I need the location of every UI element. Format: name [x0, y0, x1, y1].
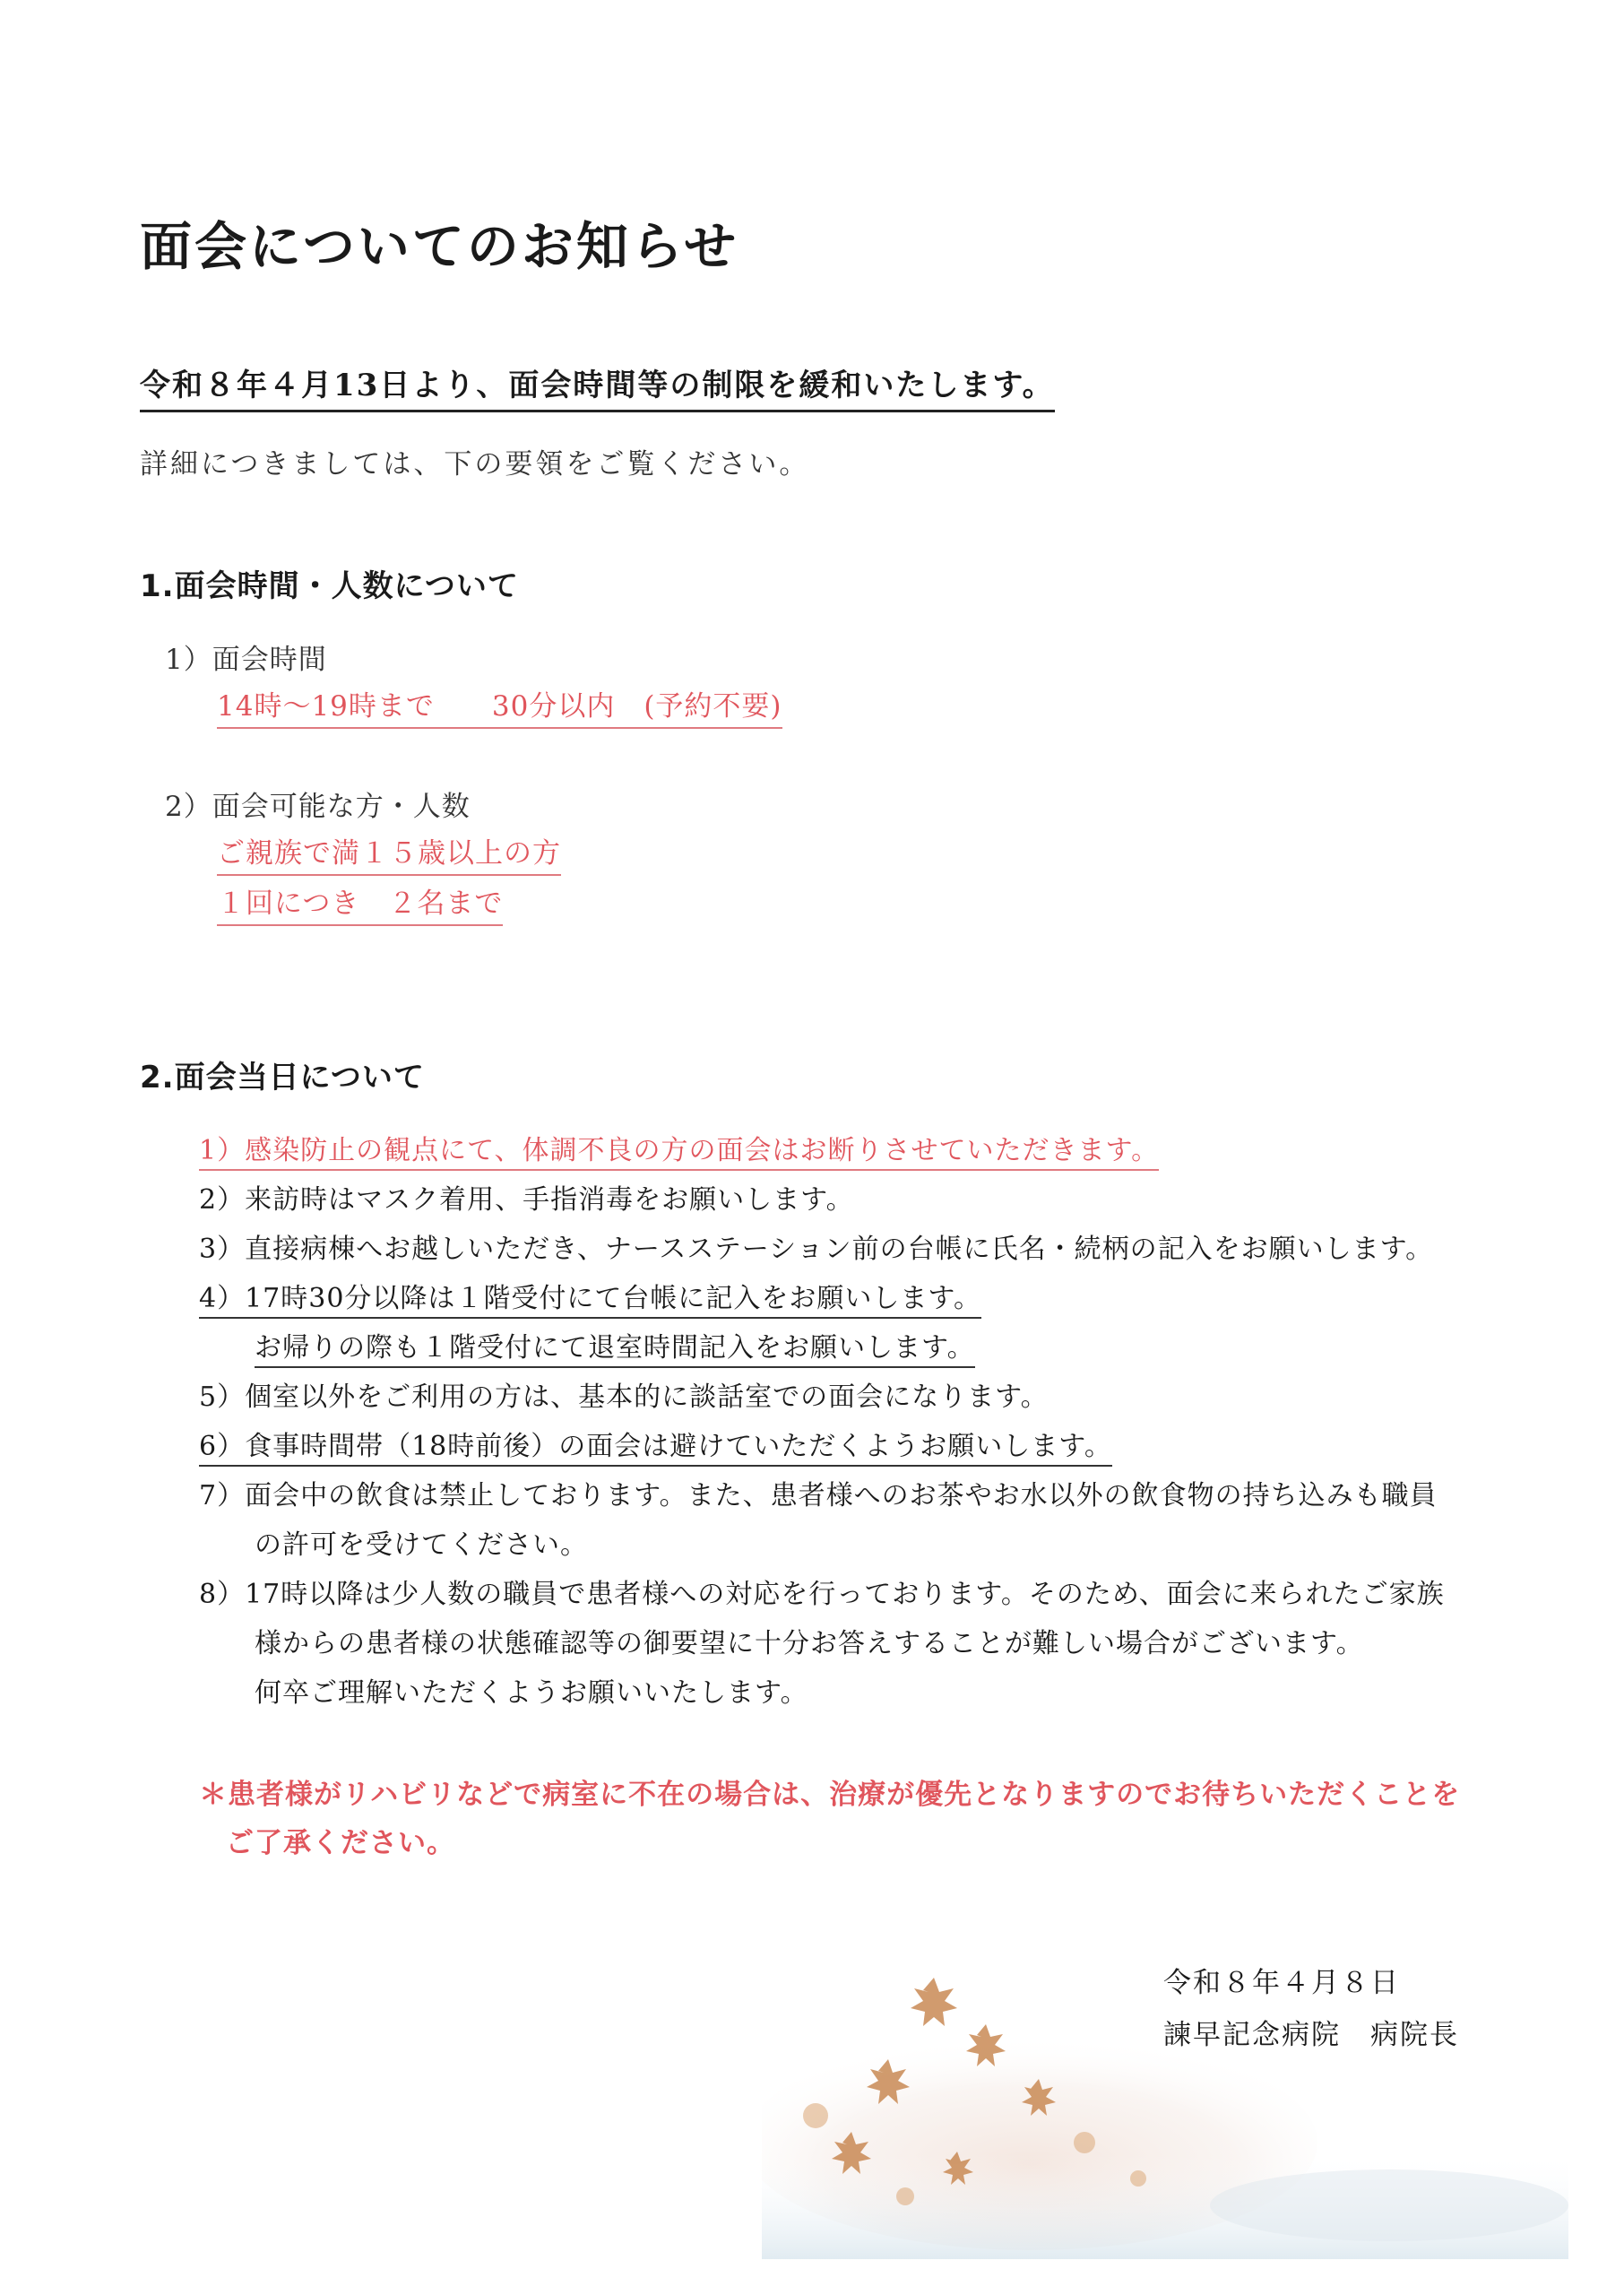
- rule-item: [199, 1128, 1159, 1167]
- rule-item: 2）来訪時はマスク着用、手指消毒をお願いします。: [199, 1184, 854, 1216]
- rule-item-continued: [255, 1325, 975, 1364]
- rule-item-text: 6）食事時間帯（18時前後）の面会は避けていただくようお願いします。: [199, 1431, 1112, 1467]
- issuer: 諫早記念病院 病院長: [1163, 2019, 1459, 2051]
- rule-item-continued: 何卒ご理解いただくようお願いいたします。: [255, 1677, 808, 1709]
- rule-item-text: お帰りの際も１階受付にて退室時間記入をお願いします。: [255, 1332, 975, 1368]
- rule-item-text: 1）感染防止の観点にて、体調不良の方の面会はお断りさせていただきます。: [199, 1135, 1159, 1171]
- page-title: 面会についてのお知らせ: [140, 216, 739, 277]
- rule-item: [199, 1424, 1112, 1463]
- notice-headline: 令和８年４月13日より、面会時間等の制限を緩和いたします。: [140, 360, 1055, 412]
- section1-sub2-label: 2）面会可能な方・人数: [165, 791, 471, 823]
- absence-note: ＊患者様がリハビリなどで病室に不在の場合は、治療が優先となりますのでお待ちいただくことを: [199, 1779, 1461, 1811]
- visitor-count: １回につき ２名まで: [217, 880, 503, 926]
- section1-heading: 1.面会時間・人数について: [140, 568, 519, 604]
- rule-item: [199, 1276, 981, 1315]
- section1-sub1-label: 1）面会時間: [165, 644, 327, 676]
- rule-item: 8）17時以降は少人数の職員で患者様への対応を行っております。そのため、面会に来られたご家族: [199, 1579, 1445, 1610]
- details-text: 詳細につきましては、下の要領をご覧ください。: [140, 448, 810, 481]
- absence-note-continued: ご了承ください。: [226, 1827, 455, 1859]
- issue-date: 令和８年４月８日: [1163, 1967, 1400, 1999]
- rule-item-continued: 様からの患者様の状態確認等の御要望に十分お答えすることが難しい場合がございます。: [255, 1628, 1364, 1659]
- rule-item: 3）直接病棟へお越しいただき、ナースステーション前の台帳に氏名・続柄の記入をお願いします。: [199, 1234, 1434, 1265]
- visitor-eligibility: ご親族で満１５歳以上の方: [217, 830, 561, 876]
- rule-item: 7）面会中の飲食は禁止しております。また、患者様へのお茶やお水以外の飲食物の持ち込みも職員: [199, 1480, 1438, 1511]
- rule-item: 5）個室以外をご利用の方は、基本的に談話室での面会になります。: [199, 1381, 1049, 1413]
- visit-hours: 14時～19時まで 30分以内 (予約不要): [217, 683, 782, 729]
- rule-item-text: 4）17時30分以降は１階受付にて台帳に記入をお願いします。: [199, 1283, 981, 1319]
- section2-heading: 2.面会当日について: [140, 1060, 425, 1096]
- rule-item-continued: の許可を受けてください。: [255, 1529, 588, 1561]
